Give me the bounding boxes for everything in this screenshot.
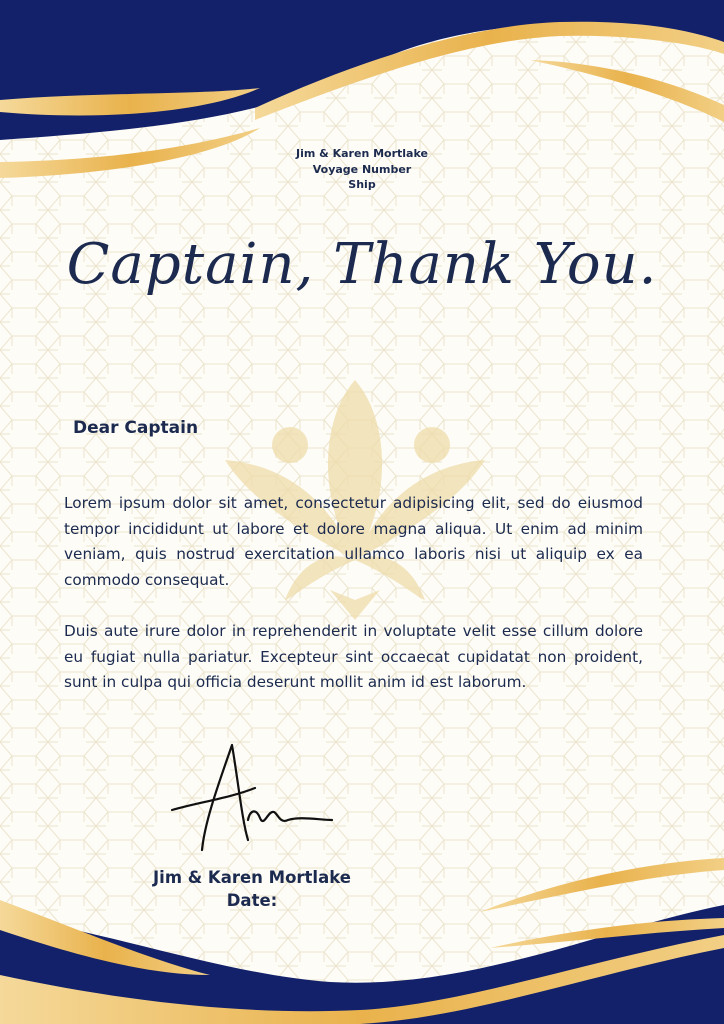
closing-block — [150, 866, 354, 912]
handwritten-signature — [160, 740, 350, 860]
page-title: Captain, Thank You. — [66, 232, 658, 297]
sender-info-block — [0, 146, 724, 193]
greeting: Dear Captain — [73, 418, 199, 438]
date-label: Date: — [226, 891, 278, 910]
voyage-number: Voyage Number — [312, 162, 412, 176]
body-paragraph-2: Duis aute irure dolor in reprehenderit in voluptate velit esse cillum dolore eu fugiat nulla pariatur. Excepteur sint occaecat cupidatat non proident, sunt in culpa qui officia deserunt mollit anim id est laborum. — [64, 622, 643, 691]
closing-names: Jim & Karen Mortlake — [153, 868, 351, 887]
ship-name: Ship — [348, 178, 376, 191]
sender-names: Jim & Karen Mortlake — [296, 147, 428, 160]
body-paragraph-1: Lorem ipsum dolor sit amet, consectetur adipisicing elit, sed do eiusmod tempor incididunt ut labore et dolore magna aliqua. Ut enim ad minim veniam, quis nostrud exercitation ullamco laboris nisi ut aliquip ex ea commodo consequat. — [64, 494, 643, 589]
